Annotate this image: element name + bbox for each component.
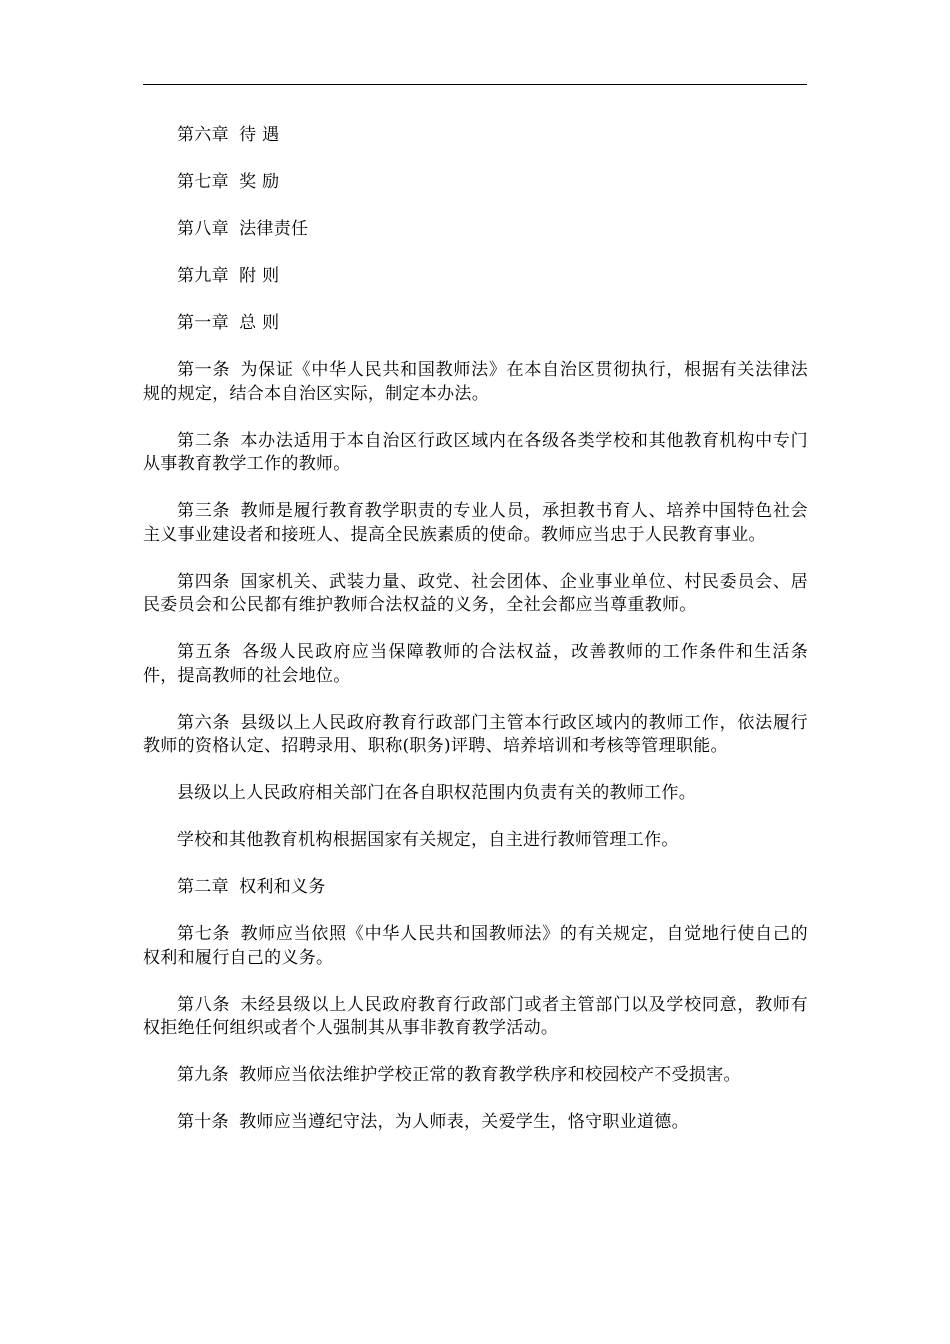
toc-entry-6 — [143, 124, 808, 148]
article-label: 第六条 — [177, 712, 231, 733]
article-7 — [143, 923, 808, 970]
toc-entry-7 — [143, 171, 808, 195]
article-label: 第五条 — [177, 642, 232, 662]
chapter-title: 法律责任 — [239, 219, 309, 239]
article-text: 教师是履行教育教学职责的专业人员，承担教书育人、培养中国特色社会主义事业建设者和接班人、提高全民族素质的使命。教师应当忠于人民教育事业。 — [143, 501, 808, 545]
article-label: 第一条 — [177, 360, 231, 380]
article-text: 国家机关、武装力量、政党、社会团体、企业事业单位、村民委员会、居民委员会和公民都有维护教师合法权益的义务，全社会都应当尊重教师。 — [143, 571, 808, 615]
article-text: 教师应当依照《中华人民共和国教师法》的有关规定，自觉地行使自己的权利和履行自己的义务。 — [143, 924, 808, 968]
article-1 — [143, 359, 808, 406]
article-label: 第七条 — [177, 924, 231, 944]
chapter-title: 奖 励 — [239, 172, 280, 192]
chapter-title: 待 遇 — [239, 125, 280, 145]
article-label: 第九条 — [177, 1065, 229, 1085]
article-text: 为保证《中华人民共和国教师法》在本自治区贯彻执行，根据有关法律法规的规定，结合本自治区实际，制定本办法。 — [143, 360, 808, 404]
article-label: 第四条 — [177, 571, 231, 592]
chapter-1-heading — [143, 312, 808, 336]
article-8 — [143, 994, 808, 1041]
article-text: 本办法适用于本自治区行政区域内在各级各类学校和其他教育机构中专门从事教育教学工作的教师。 — [143, 430, 808, 474]
article-label: 第三条 — [177, 501, 231, 521]
header-rule — [143, 84, 807, 85]
chapter-title: 总 则 — [239, 313, 280, 333]
chapter-label: 第九章 — [177, 266, 229, 286]
toc-entry-8 — [143, 218, 808, 242]
document-body — [143, 124, 808, 1158]
article-2 — [143, 430, 808, 477]
article-text: 县级以上人民政府教育行政部门主管本行政区域内的教师工作，依法履行教师的资格认定、招聘录用、职称(职务)评聘、培养培训和考核等管理职能。 — [143, 712, 808, 756]
article-9 — [143, 1064, 808, 1088]
article-label: 第十条 — [177, 1112, 229, 1132]
article-6 — [143, 712, 808, 759]
chapter-title: 附 则 — [239, 266, 280, 286]
chapter-2-heading — [143, 876, 808, 900]
chapter-title: 权利和义务 — [239, 877, 326, 897]
chapter-label: 第一章 — [177, 313, 229, 333]
article-label: 第二条 — [177, 430, 231, 451]
article-label: 第八条 — [177, 994, 231, 1015]
article-6-paragraph-2: 县级以上人民政府相关部门在各自职权范围内负责有关的教师工作。 — [177, 783, 696, 803]
article-5 — [143, 641, 808, 688]
article-10 — [143, 1111, 808, 1135]
article-text: 未经县级以上人民政府教育行政部门或者主管部门以及学校同意，教师有权拒绝任何组织或者个人强制其从事非教育教学活动。 — [143, 994, 808, 1038]
toc-entry-9 — [143, 265, 808, 289]
article-4 — [143, 571, 808, 618]
chapter-label: 第七章 — [177, 172, 229, 192]
article-6-paragraph-3: 学校和其他教育机构根据国家有关规定，自主进行教师管理工作。 — [177, 830, 679, 850]
article-text: 教师应当遵纪守法，为人师表，关爱学生，恪守职业道德。 — [239, 1112, 689, 1132]
article-text: 各级人民政府应当保障教师的合法权益，改善教师的工作条件和生活条件，提高教师的社会地位。 — [143, 642, 808, 686]
article-3 — [143, 500, 808, 547]
chapter-label: 第二章 — [177, 877, 229, 897]
chapter-label: 第六章 — [177, 125, 229, 145]
article-text: 教师应当依法维护学校正常的教育教学秩序和校园校产不受损害。 — [239, 1065, 741, 1085]
chapter-label: 第八章 — [177, 219, 229, 239]
